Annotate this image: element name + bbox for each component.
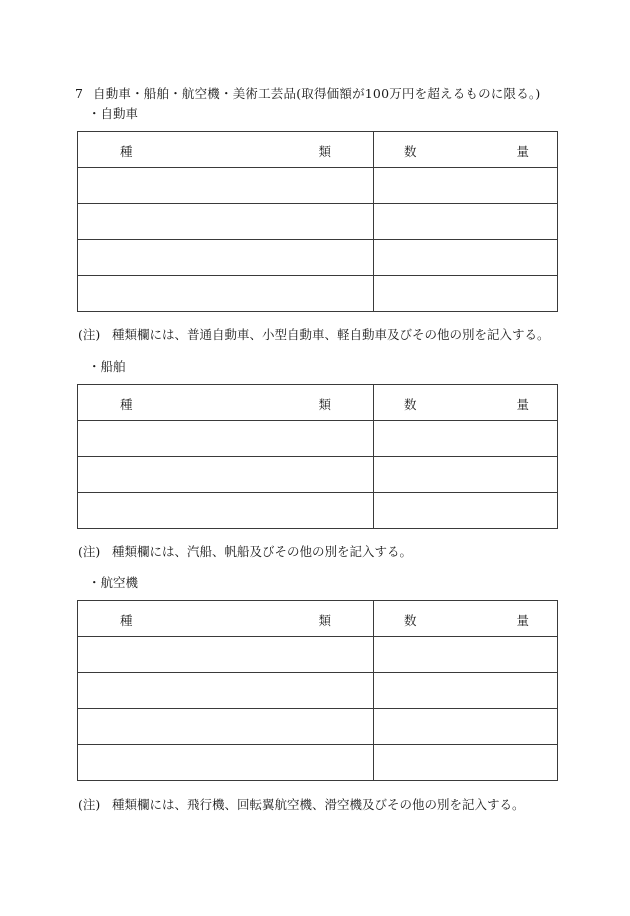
table-row — [78, 637, 558, 673]
aircraft-table — [77, 600, 558, 781]
type-cell[interactable] — [78, 673, 374, 709]
quantity-header-char-2: 量 — [516, 613, 529, 628]
note-mark: (注) — [78, 327, 101, 342]
note-mark: (注) — [78, 797, 101, 812]
table-row — [78, 421, 558, 457]
quantity-cell[interactable] — [374, 240, 558, 276]
ship-table — [77, 384, 558, 529]
type-header-cell — [78, 132, 374, 168]
automobile-label: ・自動車 — [88, 106, 139, 121]
type-cell[interactable] — [78, 276, 374, 312]
quantity-header-char-1: 数 — [404, 144, 417, 159]
table-row — [78, 709, 558, 745]
type-header-char-1: 種 — [120, 613, 133, 628]
type-cell[interactable] — [78, 637, 374, 673]
quantity-header-cell — [374, 132, 558, 168]
type-cell[interactable] — [78, 745, 374, 781]
type-cell[interactable] — [78, 493, 374, 529]
ship-note — [78, 542, 412, 560]
type-cell[interactable] — [78, 709, 374, 745]
type-header-cell — [78, 385, 374, 421]
quantity-header-cell — [374, 601, 558, 637]
aircraft-label: ・航空機 — [88, 575, 139, 590]
quantity-cell[interactable] — [374, 637, 558, 673]
quantity-header-cell — [374, 385, 558, 421]
quantity-cell[interactable] — [374, 673, 558, 709]
type-cell[interactable] — [78, 204, 374, 240]
table-header-row — [78, 132, 558, 168]
type-cell[interactable] — [78, 457, 374, 493]
table-row — [78, 745, 558, 781]
note-mark: (注) — [78, 544, 101, 559]
quantity-cell[interactable] — [374, 709, 558, 745]
table-header-row — [78, 385, 558, 421]
table-row — [78, 493, 558, 529]
table-row — [78, 240, 558, 276]
type-cell[interactable] — [78, 421, 374, 457]
quantity-header-char-1: 数 — [404, 613, 417, 628]
automobile-note — [78, 325, 550, 343]
type-header-cell — [78, 601, 374, 637]
type-header-char-2: 類 — [318, 144, 331, 159]
automobile-table — [77, 131, 558, 312]
quantity-header-char-2: 量 — [516, 144, 529, 159]
type-header-char-1: 種 — [120, 397, 133, 412]
table-row — [78, 204, 558, 240]
section-title: 自動車・船舶・航空機・美術工芸品(取得価額が100万円を超えるものに限る。) — [93, 86, 541, 101]
table-row — [78, 276, 558, 312]
section-heading — [75, 84, 540, 102]
quantity-header-char-2: 量 — [516, 397, 529, 412]
quantity-header-char-1: 数 — [404, 397, 417, 412]
quantity-cell[interactable] — [374, 745, 558, 781]
aircraft-note — [78, 795, 525, 813]
quantity-cell[interactable] — [374, 493, 558, 529]
quantity-cell[interactable] — [374, 168, 558, 204]
type-cell[interactable] — [78, 168, 374, 204]
table-row — [78, 673, 558, 709]
type-header-char-1: 種 — [120, 144, 133, 159]
ship-label: ・船舶 — [88, 359, 126, 374]
quantity-cell[interactable] — [374, 204, 558, 240]
table-header-row — [78, 601, 558, 637]
note-text: 種類欄には、飛行機、回転翼航空機、滑空機及びその他の別を記入する。 — [112, 797, 525, 812]
table-row — [78, 168, 558, 204]
type-header-char-2: 類 — [318, 397, 331, 412]
type-header-char-2: 類 — [318, 613, 331, 628]
section-number: 7 — [75, 86, 84, 101]
quantity-cell[interactable] — [374, 276, 558, 312]
table-row — [78, 457, 558, 493]
note-text: 種類欄には、普通自動車、小型自動車、軽自動車及びその他の別を記入する。 — [112, 327, 550, 342]
quantity-cell[interactable] — [374, 457, 558, 493]
note-text: 種類欄には、汽船、帆船及びその他の別を記入する。 — [112, 544, 413, 559]
type-cell[interactable] — [78, 240, 374, 276]
quantity-cell[interactable] — [374, 421, 558, 457]
